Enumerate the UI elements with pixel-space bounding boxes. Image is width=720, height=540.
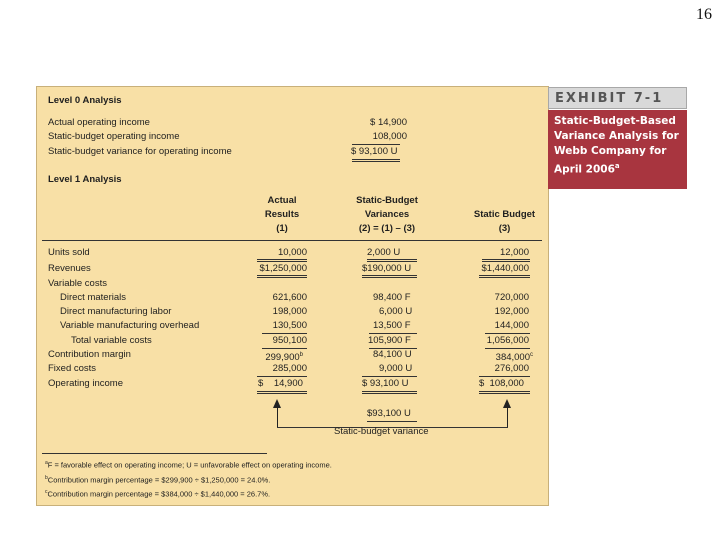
row-actual: 130,500 bbox=[272, 320, 307, 331]
row-budget: $ 108,000 bbox=[479, 378, 524, 389]
row-variance: 9,000 U bbox=[379, 363, 413, 374]
row-label: Contribution margin bbox=[48, 349, 131, 360]
level0-value-variance: $ 93,100 U bbox=[351, 146, 398, 157]
exhibit-title-line: April 2006 bbox=[554, 163, 615, 176]
row-label: Total variable costs bbox=[71, 335, 152, 346]
level0-value-actual: $ 14,900 bbox=[370, 117, 407, 128]
row-label: Operating income bbox=[48, 378, 123, 389]
row-actual: 285,000 bbox=[272, 363, 307, 374]
row-variance: 105,900 F bbox=[368, 335, 411, 346]
row-budget: 720,000 bbox=[494, 292, 529, 303]
row-budget: 192,000 bbox=[494, 306, 529, 317]
col-budget-line2: (3) bbox=[498, 223, 511, 234]
row-variance: $190,000 U bbox=[362, 263, 412, 274]
row-budget: 1,056,000 bbox=[486, 335, 529, 346]
exhibit-title-sup: a bbox=[614, 162, 620, 170]
level0-heading: Level 0 Analysis bbox=[48, 95, 122, 106]
row-label: Units sold bbox=[48, 247, 90, 258]
col-variance-line2: Variances bbox=[364, 209, 410, 220]
bracket-right bbox=[507, 408, 508, 428]
arrow-up-icon bbox=[503, 399, 511, 408]
row-variance: 13,500 F bbox=[373, 320, 411, 331]
exhibit-title bbox=[548, 110, 687, 189]
footnote-mark-c: c bbox=[530, 352, 533, 358]
row-budget: 144,000 bbox=[494, 320, 529, 331]
row-actual: 10,000 bbox=[277, 247, 307, 258]
exhibit-label: EXHIBIT 7-1 bbox=[548, 87, 687, 109]
footnote-b-mark: b bbox=[45, 475, 48, 481]
arrow-up-icon bbox=[273, 399, 281, 408]
row-variance: 84,100 U bbox=[373, 349, 412, 360]
row-budget-value: 384,000 bbox=[495, 352, 530, 364]
row-actual: $1,250,000 bbox=[259, 263, 307, 274]
footnote-b bbox=[45, 473, 270, 486]
footnote-c-mark: c bbox=[45, 489, 48, 495]
col-variance-line3: (2) = (1) – (3) bbox=[358, 223, 416, 234]
row-label: Fixed costs bbox=[48, 363, 97, 374]
footnote-b-text: Contribution margin percentage = $299,900 ÷ $1,250,000 = 24.0%. bbox=[47, 475, 271, 485]
footnote-a bbox=[45, 458, 332, 471]
level0-label-variance: Static-budget variance for operating income bbox=[48, 146, 232, 157]
row-variance: 6,000 U bbox=[379, 306, 413, 317]
footnote-mark-b: b bbox=[299, 352, 303, 358]
exhibit-panel bbox=[36, 86, 549, 506]
footnote-a-mark: a bbox=[45, 460, 48, 466]
exhibit-title-line: Variance Analysis for bbox=[554, 130, 679, 142]
row-budget: 12,000 bbox=[499, 247, 529, 258]
row-actual bbox=[237, 349, 303, 364]
col-budget-line1: Static Budget bbox=[473, 209, 536, 220]
row-label: Direct materials bbox=[60, 292, 126, 303]
row-label: Direct manufacturing labor bbox=[60, 306, 172, 317]
col-actual-line3: (1) bbox=[276, 223, 288, 234]
level0-label-actual: Actual operating income bbox=[48, 117, 150, 128]
footnote-c-text: Contribution margin percentage = $384,000 ÷ $1,440,000 = 26.7%. bbox=[47, 489, 271, 499]
bracket-left bbox=[277, 408, 278, 428]
row-variance: 2,000 U bbox=[367, 247, 401, 258]
row-variance: $ 93,100 U bbox=[362, 378, 409, 389]
level0-label-static: Static-budget operating income bbox=[48, 131, 180, 142]
row-label: Revenues bbox=[48, 263, 91, 274]
row-actual: $ 14,900 bbox=[258, 378, 303, 389]
footnote-a-text: F = favorable effect on operating income; U = unfavorable effect on operating income. bbox=[47, 460, 332, 470]
row-label: Variable manufacturing overhead bbox=[60, 320, 200, 331]
bracket-label: Static-budget variance bbox=[334, 426, 429, 437]
row-budget bbox=[457, 349, 533, 364]
footnote-c bbox=[45, 487, 270, 500]
row-variance: 98,400 F bbox=[373, 292, 411, 303]
level0-value-static: 108,000 bbox=[372, 131, 407, 142]
exhibit-title-line-last bbox=[554, 159, 681, 178]
col-variance-line1: Static-Budget bbox=[356, 195, 418, 206]
row-actual: 950,100 bbox=[272, 335, 307, 346]
bracket-value: $93,100 U bbox=[367, 408, 411, 419]
slide-number: 16 bbox=[696, 6, 712, 23]
row-actual: 198,000 bbox=[272, 306, 307, 317]
row-budget: $1,440,000 bbox=[481, 263, 529, 274]
row-actual-value: 299,900 bbox=[265, 352, 300, 364]
col-actual-line2: Results bbox=[264, 209, 300, 220]
exhibit-title-line: Webb Company for bbox=[554, 145, 667, 157]
exhibit-title-line: Static-Budget-Based bbox=[554, 115, 676, 127]
level1-heading: Level 1 Analysis bbox=[48, 174, 122, 185]
row-budget: 276,000 bbox=[494, 363, 529, 374]
row-actual: 621,600 bbox=[272, 292, 307, 303]
col-actual-line1: Actual bbox=[267, 195, 297, 206]
row-label: Variable costs bbox=[48, 278, 107, 289]
